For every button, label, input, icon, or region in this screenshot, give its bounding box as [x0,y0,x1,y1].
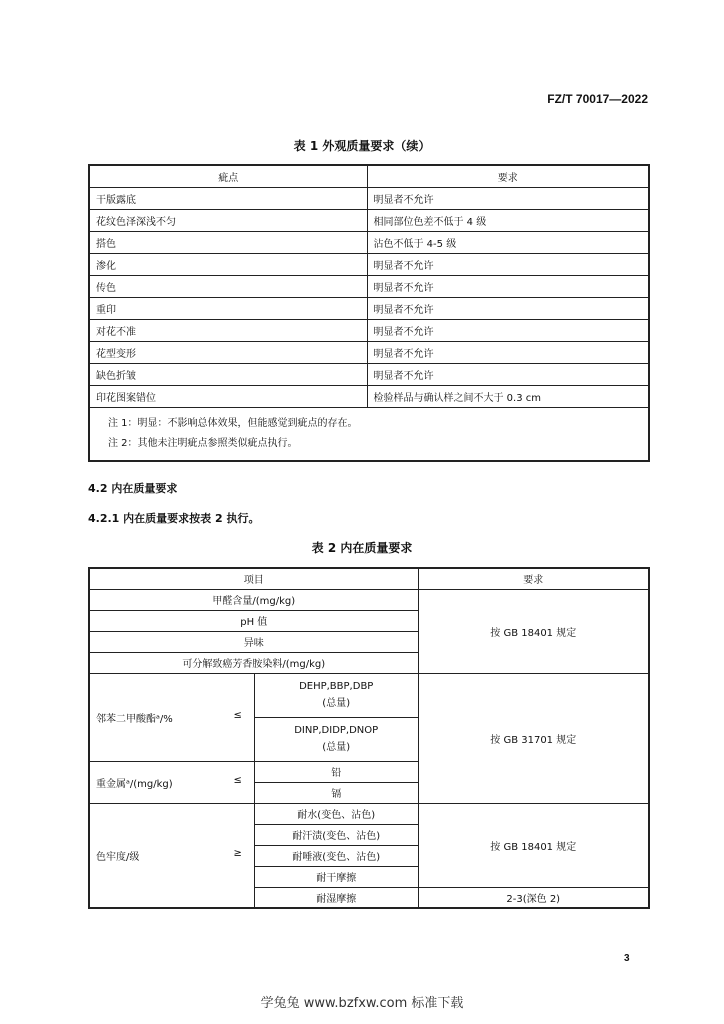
defect-cell: 花型变形 [89,341,367,363]
defect-cell: 重印 [89,297,367,319]
le-symbol: ≤ [233,774,242,786]
table-cell-requirement: 按 GB 18401 规定 [418,803,649,887]
table-row: 甲醛含量/(mg/kg) [89,589,418,610]
requirement-cell: 检验样品与确认样之间不大于 0.3 cm [367,385,649,407]
page-number: 3 [624,953,630,964]
table-row [89,209,649,231]
table-row: DINP,DIDP,DNOP (总量) [254,717,418,761]
requirement-cell: 明显者不允许 [367,319,649,341]
heavy-metal-label: 重金属ᵃ/(mg/kg) ≤ [89,761,254,803]
section-4-2-heading: 4.2 内在质量要求 [88,482,178,495]
table1-notes [89,407,649,461]
requirement-cell: 相同部位色差不低于 4 级 [367,209,649,231]
requirement-cell: 明显者不允许 [367,187,649,209]
table-row [89,297,649,319]
table-row: 耐湿摩擦 [254,887,418,908]
requirement-cell: 明显者不允许 [367,275,649,297]
defect-cell: 渗化 [89,253,367,275]
table1-note-1: 注 1：明显：不影响总体效果，但能感觉到疵点的存在。 [108,417,358,429]
section-4-2-1-text: 4.2.1 内在质量要求按表 2 执行。 [88,512,260,525]
table1-col-requirement: 要求 [367,165,649,187]
footer-watermark: 学兔兔 www.bzfxw.com 标准下载 [260,996,464,1011]
le-symbol: ≤ [233,709,242,721]
table-row: 耐汗渍(变色、沾色) [254,824,418,845]
table1-title: 表 1 外观质量要求（续） [293,139,431,153]
table-row: 耐干摩擦 [254,866,418,887]
requirement-cell: 沾色不低于 4-5 级 [367,231,649,253]
colorfastness-label: 色牢度/级 ≥ [89,803,254,908]
table-row [89,363,649,385]
table-row: 镉 [254,782,418,803]
requirement-cell: 明显者不允许 [367,341,649,363]
defect-cell: 搭色 [89,231,367,253]
table1-note-2: 注 2：其他未注明疵点参照类似疵点执行。 [108,437,298,449]
table-row: 可分解致癌芳香胺染料/(mg/kg) [89,652,418,673]
phthalate-label: 邻苯二甲酸酯ᵃ/% ≤ [89,673,254,761]
table-cell-requirement: 2-3(深色 2) [418,887,649,908]
standard-code: FZ/T 70017—2022 [547,92,648,106]
table-row [89,231,649,253]
table-row [89,385,649,407]
defect-cell: 对花不准 [89,319,367,341]
defect-cell: 缺色折皱 [89,363,367,385]
ge-symbol: ≥ [233,847,242,859]
table-row: DEHP,BBP,DBP (总量) [254,673,418,717]
table1-col-defect: 疵点 [89,165,367,187]
appearance-quality-table [88,164,650,462]
table2-col-item: 项目 [89,568,418,589]
requirement-cell: 明显者不允许 [367,363,649,385]
defect-cell: 印花图案错位 [89,385,367,407]
table-cell-requirement: 按 GB 18401 规定 [418,589,649,673]
table-row [89,319,649,341]
table-row: 耐唾液(变色、沾色) [254,845,418,866]
requirement-cell: 明显者不允许 [367,253,649,275]
table-row [89,341,649,363]
defect-cell: 花纹色泽深浅不匀 [89,209,367,231]
table-row [89,187,649,209]
table-row: 耐水(变色、沾色) [254,803,418,824]
defect-cell: 干版露底 [89,187,367,209]
table-cell-requirement: 按 GB 31701 规定 [418,673,649,803]
table2-col-requirement: 要求 [418,568,649,589]
intrinsic-quality-table [88,567,650,909]
requirement-cell: 明显者不允许 [367,297,649,319]
table-row [89,253,649,275]
table-row: pH 值 [89,610,418,631]
table-row [89,275,649,297]
table2-title: 表 2 内在质量要求 [311,541,413,555]
defect-cell: 传色 [89,275,367,297]
table-row: 铅 [254,761,418,782]
table-row: 异味 [89,631,418,652]
